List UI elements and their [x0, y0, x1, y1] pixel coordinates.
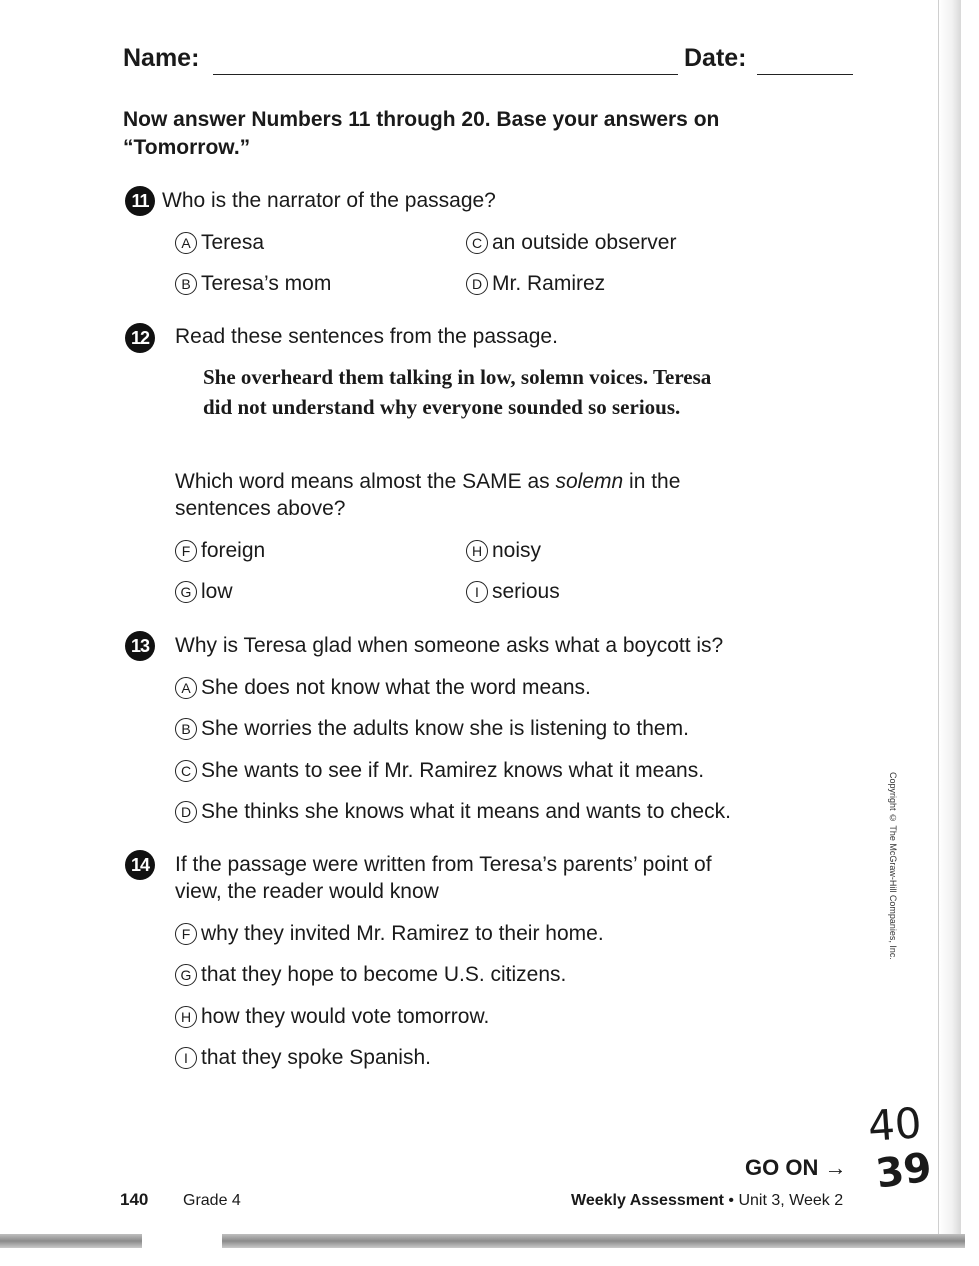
option-bubble: A: [175, 677, 197, 699]
option-text: Teresa’s mom: [201, 272, 332, 295]
option-bubble: H: [466, 540, 488, 562]
option-text: She thinks she knows what it means and wants to check.: [201, 800, 731, 823]
page-edge: [938, 0, 961, 1240]
option-text: foreign: [201, 539, 266, 562]
option-bubble: F: [175, 540, 197, 562]
question-14-prompt: If the passage were written from Teresa’s parents’ point of view, the reader would know: [175, 853, 712, 903]
handwritten-score-total: 40: [866, 1098, 924, 1151]
option-bubble: B: [175, 273, 197, 295]
option-bubble: G: [175, 581, 197, 603]
passage-quote: She overheard them talking in low, solemn voices. Teresa did not understand why everyone sounded so serious.: [203, 365, 712, 419]
option-text: Teresa: [201, 231, 265, 254]
question-number-14: 14: [125, 850, 155, 880]
q13-option-a[interactable]: [175, 674, 591, 701]
question-12-prompt-2: Which word means almost the SAME as solemn in the sentences above?: [175, 470, 681, 520]
option-bubble: G: [175, 964, 197, 986]
q12-option-f[interactable]: [175, 537, 265, 564]
q13-option-c[interactable]: [175, 757, 704, 784]
date-label: Date:: [684, 44, 747, 72]
q14-option-g[interactable]: [175, 961, 566, 988]
option-text: Mr. Ramirez: [492, 272, 606, 295]
q13-option-b[interactable]: [175, 715, 689, 742]
option-bubble: F: [175, 923, 197, 945]
name-line: [213, 74, 678, 75]
option-text: noisy: [492, 539, 542, 562]
q11-option-b[interactable]: [175, 270, 331, 297]
unit-label: • Unit 3, Week 2: [723, 1192, 844, 1209]
question-12-prompt: Read these sentences from the passage.: [175, 325, 558, 348]
option-bubble: D: [175, 801, 197, 823]
grade-label: Grade 4: [183, 1192, 241, 1209]
option-text: She does not know what the word means.: [201, 676, 591, 699]
q12-option-i[interactable]: [466, 578, 560, 605]
scan-edge-gap: [142, 1234, 222, 1248]
option-bubble: C: [466, 232, 488, 254]
date-line: [757, 74, 853, 75]
option-text: why they invited Mr. Ramirez to their home.: [201, 922, 604, 945]
copyright-notice: Copyright © The McGraw-Hill Companies, Inc.: [888, 772, 898, 960]
assessment-footer: [571, 1192, 843, 1210]
option-text: serious: [492, 580, 560, 603]
q13-option-d[interactable]: [175, 798, 731, 825]
q12-option-h[interactable]: [466, 537, 541, 564]
q12-option-g[interactable]: [175, 578, 233, 605]
page-number: 140: [120, 1190, 149, 1209]
option-text: low: [201, 580, 233, 603]
option-bubble: A: [175, 232, 197, 254]
option-bubble: I: [175, 1047, 197, 1069]
q11-option-a[interactable]: [175, 229, 264, 256]
handwritten-score: 39: [873, 1144, 935, 1198]
option-bubble: C: [175, 760, 197, 782]
q14-option-h[interactable]: [175, 1003, 489, 1030]
question-number-13: 13: [125, 631, 155, 661]
option-text: She worries the adults know she is listening to them.: [201, 717, 689, 740]
option-bubble: I: [466, 581, 488, 603]
q11-option-d[interactable]: [466, 270, 605, 297]
option-bubble: H: [175, 1006, 197, 1028]
name-date-header: [123, 44, 853, 80]
question-number-12: 12: [125, 323, 155, 353]
option-text: that they spoke Spanish.: [201, 1046, 431, 1069]
scan-bottom-edge: [0, 1234, 965, 1248]
question-13-prompt: Why is Teresa glad when someone asks what a boycott is?: [175, 634, 724, 657]
question-11-prompt: Who is the narrator of the passage?: [162, 189, 496, 212]
option-bubble: D: [466, 273, 488, 295]
option-text: an outside observer: [492, 231, 677, 254]
option-text: how they would vote tomorrow.: [201, 1005, 490, 1028]
q14-option-f[interactable]: [175, 920, 604, 947]
name-label: Name:: [123, 44, 200, 72]
q11-option-c[interactable]: [466, 229, 676, 256]
instructions: Now answer Numbers 11 through 20. Base your answers on “Tomorrow.”: [123, 108, 720, 159]
option-bubble: B: [175, 718, 197, 740]
assessment-title: Weekly Assessment: [571, 1192, 724, 1209]
question-number-11: 11: [125, 186, 155, 216]
option-text: She wants to see if Mr. Ramirez knows what it means.: [201, 759, 705, 782]
option-text: that they hope to become U.S. citizens.: [201, 963, 567, 986]
q14-option-i[interactable]: [175, 1044, 431, 1071]
go-on-label: GO ON →: [745, 1155, 847, 1180]
